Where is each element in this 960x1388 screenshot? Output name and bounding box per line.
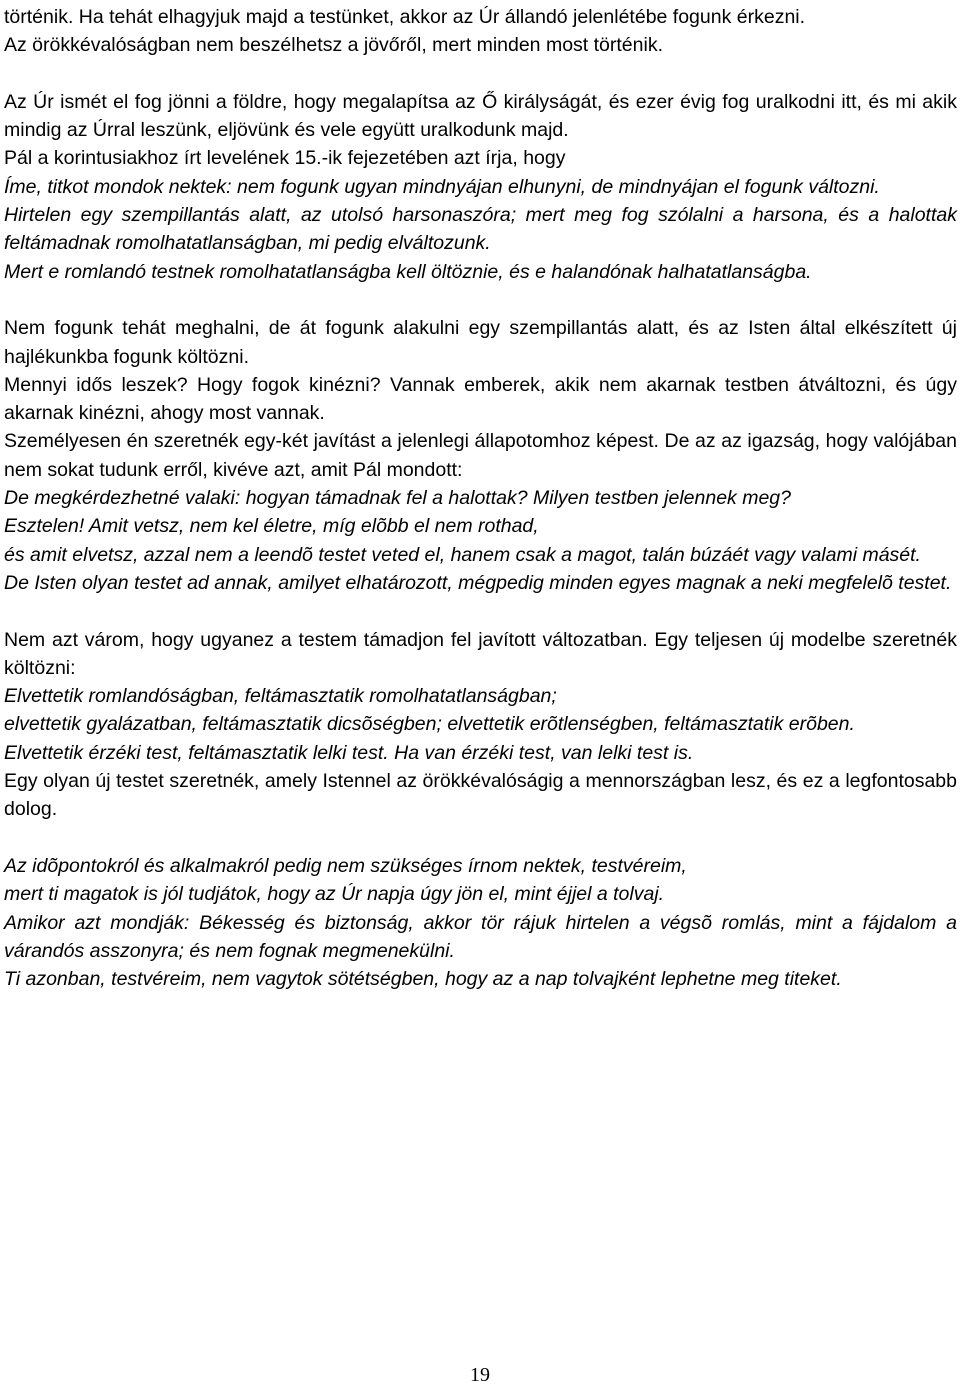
quote-paragraph: Hirtelen egy szempillantás alatt, az utolsó harsonaszóra; mert meg fog szólalni a harsona, és a halottak feltámadnak romolhatatlanságban, mi pedig elváltozunk. [4,204,957,255]
paragraph: Az Úr ismét el fog jönni a földre, hogy megalapítsa az Ő királyságát, és ezer évig fog uralkodni itt, és mi akik mindig az Úrral leszünk, eljövünk és vele együtt uralkodunk majd. [4,90,957,142]
paragraph-gap [4,824,957,852]
quote-paragraph: De Isten olyan testet ad annak, amilyet elhatározott, mégpedig minden egyes magnak a neki megfelelõ testet. [4,571,952,594]
paragraph-gap [4,597,957,625]
quote-paragraph: Az idõpontokról és alkalmakról pedig nem szükséges írnom nektek, testvéreim, [4,854,687,877]
quote-paragraph: Esztelen! Amit vetsz, nem kel életre, míg elõbb el nem rothad, [4,515,539,538]
quote-paragraph: Ti azonban, testvéreim, nem vagytok sötétségben, hogy az a nap tolvajként lephetne meg titeket. [4,968,842,991]
quote-paragraph: Elvettetik romlandóságban, feltámasztatik romolhatatlanságban; [4,685,557,708]
quote-paragraph: Íme, titkot mondok nektek: nem fogunk ugyan mindnyájan elhunyni, de mindnyájan el fogunk változni. [4,175,880,198]
paragraph: Az örökkévalóságban nem beszélhetsz a jövőről, mert minden most történik. [4,34,663,57]
quote-paragraph: és amit elvetsz, azzal nem a leendõ testet veted el, hanem csak a magot, talán búzáét vagy valami másét. [4,543,921,566]
page-number: 19 [470,1364,490,1386]
paragraph: Pál a korintusiakhoz írt levelének 15.-ik fejezetében azt írja, hogy [4,147,566,170]
quote-paragraph: Mert e romlandó testnek romolhatatlanságba kell öltöznie, és e halandónak halhatatlanságba. [4,260,812,283]
paragraph: Nem fogunk tehát meghalni, de át fogunk alakulni egy szempillantás alatt, és az Isten által elkészített új hajlékunkba fogunk költözni. [4,317,957,368]
paragraph: Személyesen én szeretnék egy-két javítást a jelenlegi állapotomhoz képest. De az az igazság, hogy valójában nem sokat tudunk erről, kivéve azt, amit Pál mondott: [4,430,957,481]
quote-paragraph: elvettetik gyalázatban, feltámasztatik dicsõségben; elvettetik erõtlenségben, feltámasztatik erõben. [4,713,855,736]
paragraph: Nem azt várom, hogy ugyanez a testem támadjon fel javított változatban. Egy teljesen új modelbe szeretnék költözni: [4,628,957,679]
paragraph-gap [4,286,957,314]
paragraph-gap [4,60,957,88]
document-body [4,3,957,993]
quote-paragraph: De megkérdezhetné valaki: hogyan támadnak fel a halottak? Milyen testben jelennek meg? [4,487,791,510]
quote-paragraph: Amikor azt mondják: Békesség és biztonság, akkor tör rájuk hirtelen a végsõ romlás, mint a fájdalom a várandós asszonyra; és nem fognak megmenekülni. [4,911,957,962]
quote-paragraph: mert ti magatok is jól tudjátok, hogy az Úr napja úgy jön el, mint éjjel a tolvaj. [4,883,665,906]
paragraph: Mennyi idős leszek? Hogy fogok kinézni? Vannak emberek, akik nem akarnak testben átváltozni, és úgy akarnak kinézni, ahogy most vannak. [4,373,957,425]
quote-paragraph: Elvettetik érzéki test, feltámasztatik lelki test. Ha van érzéki test, van lelki test is. [4,741,694,764]
paragraph: történik. Ha tehát elhagyjuk majd a testünket, akkor az Úr állandó jelenlétébe fogunk érkezni. [4,6,806,28]
paragraph: Egy olyan új testet szeretnék, amely Istennel az örökkévalóságig a mennországban lesz, és ez a legfontosabb dolog. [4,770,957,821]
